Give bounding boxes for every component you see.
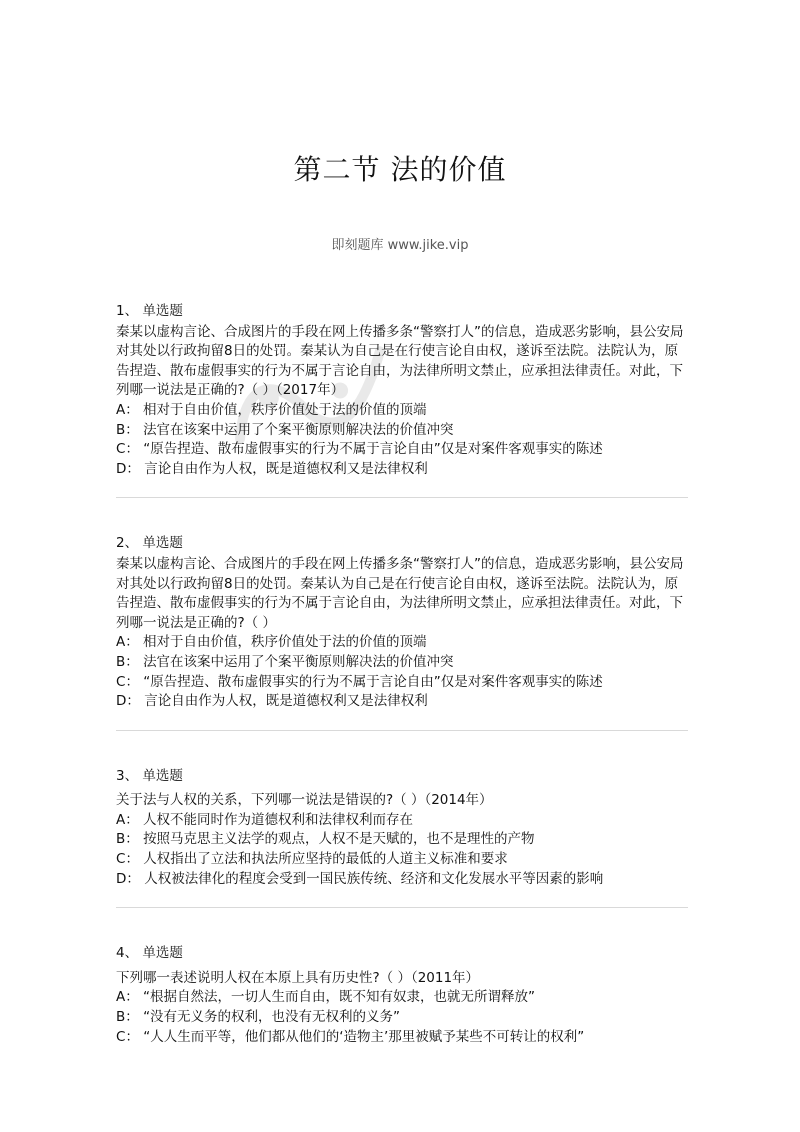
option-label: D: [116, 460, 127, 477]
option-d[interactable]: D： 人权被法律化的程度会受到一国民族传统、经济和文化发展水平等因素的影响: [116, 870, 604, 887]
question-2: [116, 534, 688, 711]
option-a[interactable]: A： 人权不能同时作为道德权利和法律权利而存在: [116, 811, 414, 828]
question-number: 1: [116, 303, 125, 319]
option-b[interactable]: B： 法官在该案中运用了个案平衡原则解决法的价值冲突: [116, 653, 454, 670]
question-3: [116, 767, 688, 890]
page-title: 第二节 法的价值: [293, 153, 507, 186]
option-c[interactable]: C： “原告捏造、散布虚假事实的行为不属于言论自由”仅是对案件客观事实的陈述: [116, 673, 603, 690]
option-label: C: [116, 673, 126, 690]
question-stem: 秦某以虚构言论、合成图片的手段在网上传播多条“警察打人”的信息，造成恶劣影响，县公安局对其处以行政拘留8日的处罚。秦某认为自己是在行使言论自由权，遂诉至法院。法院认为，原告捏造、散布虚假事实的行为不属于言论自由，为法律所明文禁止，应承担法律责任。对此，下列哪一说法是正确的?（ ）: [116, 555, 684, 631]
question-type: 单选题: [142, 945, 183, 962]
question-type: 单选题: [142, 767, 183, 784]
question-type: 单选题: [142, 303, 183, 319]
question-4: [116, 944, 688, 1047]
page-subtitle: 即刻题库 www.jike.vip: [331, 238, 469, 253]
question-header: 3、 单选题: [116, 767, 183, 784]
question-1: [116, 302, 688, 479]
option-c[interactable]: C： 人权指出了立法和执法所应坚持的最低的人道主义标准和要求: [116, 851, 508, 868]
option-label: B: [116, 1009, 126, 1026]
option-c[interactable]: C： “人人生而平等，他们都从他们的‘造物主’那里被赋予某些不可转让的权利”: [116, 1028, 585, 1045]
option-text: “没有无义务的权利，也没有无权利的义务”: [143, 1009, 401, 1026]
option-text: 法官在该案中运用了个案平衡原则解决法的价值冲突: [143, 653, 454, 670]
question-header: 4、 单选题: [116, 945, 183, 962]
option-a[interactable]: A： 相对于自由价值，秩序价值处于法的价值的顶端: [116, 401, 427, 418]
option-text: 按照马克思主义法学的观点，人权不是天赋的，也不是理性的产物: [143, 831, 535, 848]
question-stem: 下列哪一表述说明人权在本原上具有历史性?（ ）（2011年）: [116, 969, 480, 986]
option-text: 人权不能同时作为道德权利和法律权利而存在: [143, 811, 414, 828]
option-label: D: [116, 870, 127, 887]
question-list: [116, 302, 688, 1047]
question-stem: 秦某以虚构言论、合成图片的手段在网上传播多条“警察打人”的信息，造成恶劣影响，县公安局对其处以行政拘留8日的处罚。秦某认为自己是在行使言论自由权，遂诉至法院。法院认为，原告捏造、散布虚假事实的行为不属于言论自由，为法律所明文禁止，应承担法律责任。对此，下列哪一说法是正确的?（ ）（2017年）: [116, 323, 684, 399]
option-text: “原告捏造、散布虚假事实的行为不属于言论自由”仅是对案件客观事实的陈述: [143, 441, 603, 458]
option-label: B: [116, 831, 126, 848]
option-text: “原告捏造、散布虚假事实的行为不属于言论自由”仅是对案件客观事实的陈述: [143, 673, 603, 690]
option-b[interactable]: B： 法官在该案中运用了个案平衡原则解决法的价值冲突: [116, 421, 454, 438]
question-number: 4: [116, 945, 125, 962]
option-label: B: [116, 653, 126, 670]
question-header: 1、 单选题: [116, 303, 183, 319]
option-c[interactable]: C： “原告捏造、散布虚假事实的行为不属于言论自由”仅是对案件客观事实的陈述: [116, 441, 603, 458]
divider: [116, 497, 688, 498]
question-number: 2: [116, 535, 125, 552]
option-label: C: [116, 441, 126, 458]
option-text: 人权被法律化的程度会受到一国民族传统、经济和文化发展水平等因素的影响: [144, 870, 604, 887]
option-label: B: [116, 421, 126, 438]
option-b[interactable]: B： 按照马克思主义法学的观点，人权不是天赋的，也不是理性的产物: [116, 831, 535, 848]
option-a[interactable]: A： “根据自然法，一切人生而自由，既不知有奴隶，也就无所谓释放”: [116, 989, 536, 1006]
option-d[interactable]: D： 言论自由作为人权，既是道德权利又是法律权利: [116, 460, 428, 477]
option-label: A: [116, 634, 126, 651]
option-text: 法官在该案中运用了个案平衡原则解决法的价值冲突: [143, 421, 454, 438]
option-label: C: [116, 1028, 126, 1045]
option-text: “人人生而平等，他们都从他们的‘造物主’那里被赋予某些不可转让的权利”: [143, 1028, 585, 1045]
option-b[interactable]: B： “没有无义务的权利，也没有无权利的义务”: [116, 1009, 401, 1026]
option-label: D: [116, 693, 127, 710]
question-stem: 关于法与人权的关系，下列哪一说法是错误的?（ ）（2014年）: [116, 792, 493, 809]
question-number: 3: [116, 767, 125, 784]
divider: [116, 907, 688, 908]
option-text: 言论自由作为人权，既是道德权利又是法律权利: [144, 460, 428, 477]
option-label: C: [116, 851, 126, 868]
option-text: 言论自由作为人权，既是道德权利又是法律权利: [144, 693, 428, 710]
option-text: “根据自然法，一切人生而自由，既不知有奴隶，也就无所谓释放”: [143, 989, 536, 1006]
option-label: A: [116, 811, 126, 828]
option-a[interactable]: A： 相对于自由价值，秩序价值处于法的价值的顶端: [116, 634, 427, 651]
option-text: 人权指出了立法和执法所应坚持的最低的人道主义标准和要求: [143, 851, 508, 868]
question-type: 单选题: [142, 535, 183, 552]
option-text: 相对于自由价值，秩序价值处于法的价值的顶端: [143, 634, 427, 651]
option-d[interactable]: D： 言论自由作为人权，既是道德权利又是法律权利: [116, 693, 428, 710]
divider: [116, 730, 688, 731]
option-label: A: [116, 401, 126, 418]
question-header: 2、 单选题: [116, 535, 183, 552]
option-label: A: [116, 989, 126, 1006]
option-text: 相对于自由价值，秩序价值处于法的价值的顶端: [143, 401, 427, 418]
